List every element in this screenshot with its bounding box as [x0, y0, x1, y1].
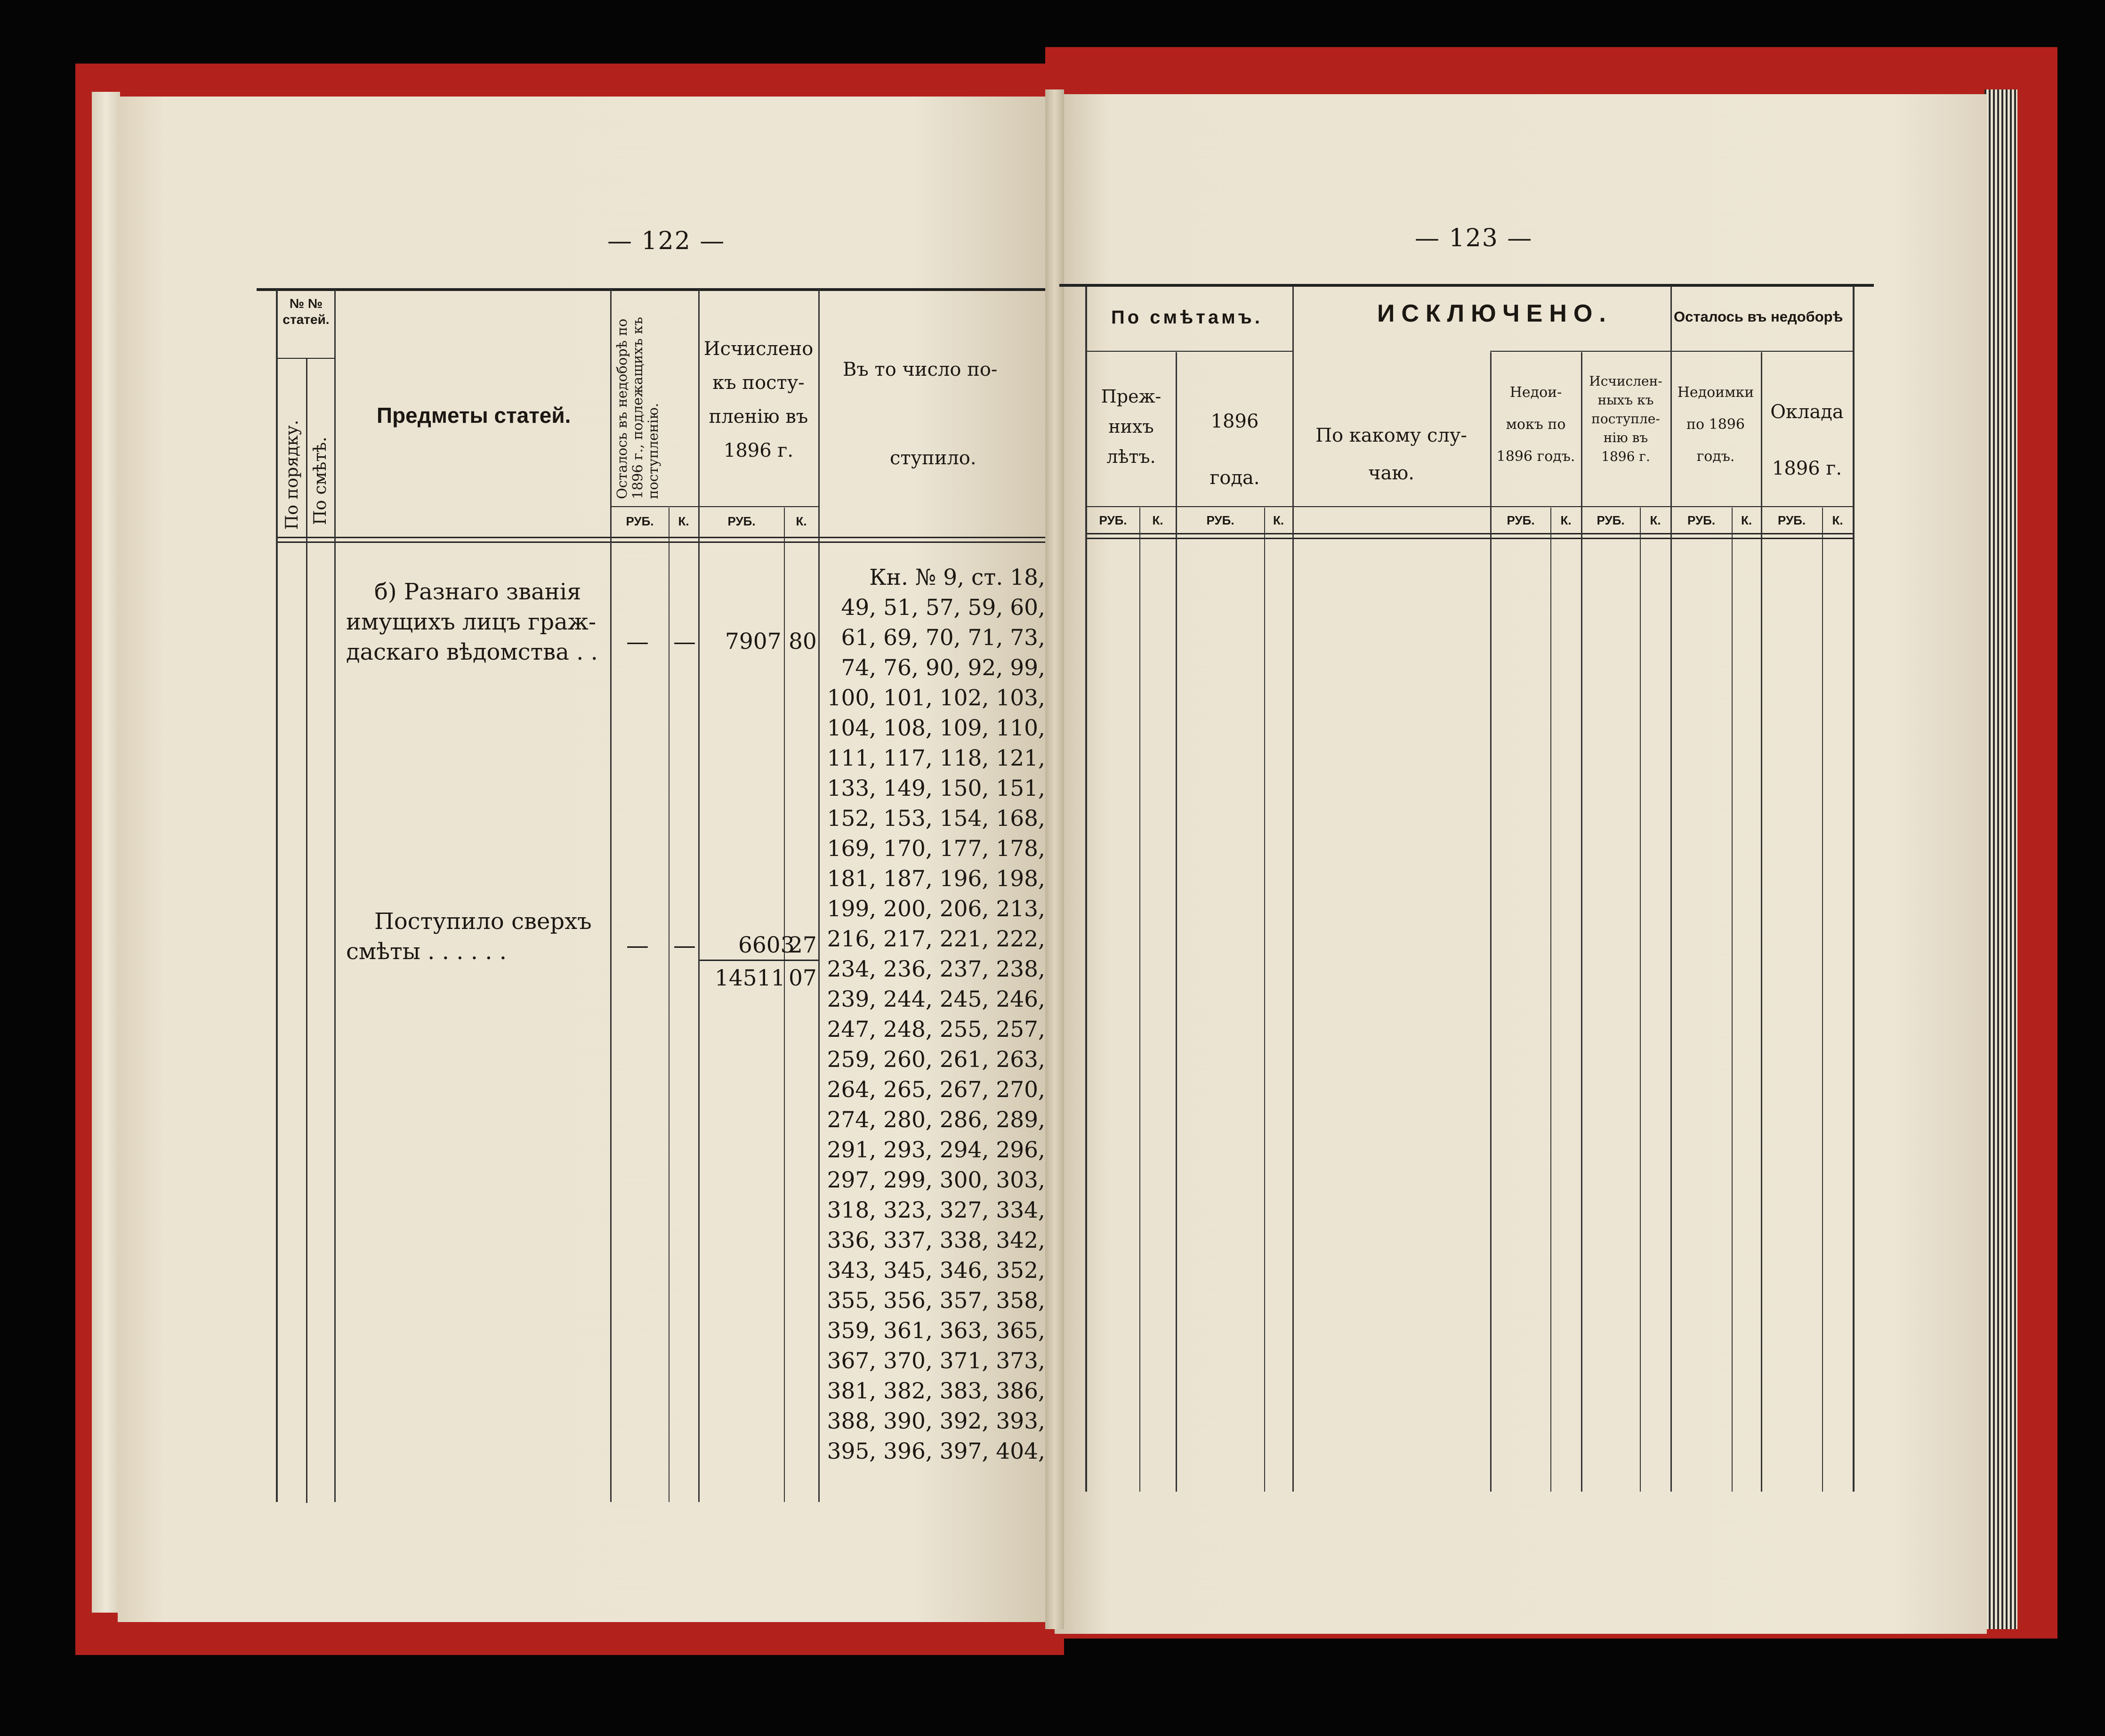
- row1-dash-2: —: [673, 629, 696, 655]
- header-calculated: [700, 332, 817, 468]
- reference-line: 111, 117, 118, 121,: [827, 745, 1045, 771]
- unit-rub: РУБ.: [1687, 513, 1716, 527]
- reference-line: 291, 293, 294, 296,: [827, 1137, 1045, 1163]
- row-label-line: имущихъ лицъ граж-: [346, 609, 597, 635]
- header-line: Недоимки: [1677, 384, 1754, 401]
- header-by-order: По порядку.: [282, 420, 302, 530]
- header-line: поступле-: [1591, 411, 1660, 427]
- reference-line: Кн. № 9, ст. 18,: [869, 565, 1045, 590]
- unit-kop: К.: [1741, 513, 1752, 527]
- reference-line: 343, 345, 346, 352,: [827, 1258, 1045, 1284]
- row1-rub: 7907: [725, 629, 782, 654]
- row-label-over-estimate: [346, 906, 592, 967]
- right-vline-10: [1732, 508, 1733, 1492]
- book-gutter: [1045, 89, 1064, 1629]
- header-line: 1896 г.: [1772, 458, 1842, 479]
- header-line: лѣтъ.: [1106, 446, 1156, 467]
- header-reason: [1295, 391, 1488, 518]
- header-remaining: Осталось въ недоборѣ: [1674, 308, 1843, 325]
- header-remained-shortfall: Осталось въ недоборѣ по 1896 г., подлежащихъ къ поступленію.: [614, 317, 661, 499]
- header-line: 1896 годъ.: [1496, 448, 1575, 465]
- left-vline-3: [610, 290, 612, 1502]
- unit-rub: РУБ.: [1597, 513, 1625, 527]
- page-number-123: — 123 —: [1415, 224, 1533, 252]
- unit-kop: К.: [1152, 513, 1163, 527]
- reference-line: 49, 51, 57, 59, 60,: [841, 595, 1045, 621]
- right-vline-4: [1292, 286, 1294, 1492]
- header-line: годъ.: [1696, 448, 1735, 465]
- right-vline-3: [1264, 508, 1265, 1492]
- row-label-line: Поступило сверхъ: [374, 908, 592, 935]
- unit-kop: К.: [1273, 513, 1284, 527]
- right-vline-8: [1640, 508, 1641, 1492]
- reference-line: 152, 153, 154, 168,: [827, 806, 1045, 832]
- left-units-rule: [611, 506, 818, 507]
- header-line: нихъ: [1108, 416, 1154, 437]
- reference-line: 381, 382, 383, 386,: [827, 1378, 1045, 1404]
- header-line: Исчислен-: [1589, 373, 1662, 389]
- reference-line: 336, 337, 338, 342,: [827, 1227, 1045, 1253]
- reference-list: [819, 563, 1045, 1467]
- header-items: Предметы статей.: [377, 403, 571, 428]
- unit-kop: К.: [1832, 513, 1843, 527]
- header-calculated-right: [1582, 372, 1669, 466]
- header-calculated-line: пленію въ: [709, 406, 808, 428]
- reference-line: 100, 101, 102, 103,: [827, 685, 1045, 711]
- reference-line: 181, 187, 196, 198,: [827, 866, 1045, 892]
- left-header-bottom-rule-2: [277, 541, 1045, 543]
- total-rule: [700, 960, 818, 961]
- header-calculated-line: 1896 г.: [723, 440, 794, 461]
- reference-line: 234, 236, 237, 238,: [827, 956, 1045, 982]
- right-vline-border-end: [1853, 286, 1855, 1492]
- row-label-line: смѣты . . . . . .: [346, 938, 507, 965]
- reference-line: 367, 370, 371, 373,: [827, 1348, 1045, 1374]
- row2-dash-1: —: [626, 932, 649, 959]
- header-prior-years: [1088, 381, 1175, 472]
- right-vline-12: [1822, 508, 1823, 1492]
- reference-line: 199, 200, 206, 213,: [827, 896, 1045, 922]
- page-stack-right: [1984, 89, 2017, 1629]
- header-line: чаю.: [1368, 462, 1414, 484]
- header-arrears: [1492, 377, 1580, 473]
- unit-kop: К.: [796, 514, 807, 528]
- row2-rub: 6603: [738, 932, 795, 958]
- header-line: По какому слу-: [1315, 425, 1467, 446]
- left-vline-1: [306, 359, 307, 1503]
- reference-line: 239, 244, 245, 246,: [827, 986, 1045, 1012]
- page-stack-left: [92, 92, 120, 1613]
- left-vline-border: [276, 290, 278, 1502]
- unit-kop: К.: [1560, 513, 1572, 527]
- header-line: 1896 г.: [1601, 449, 1650, 464]
- row1-dash-1: —: [626, 629, 649, 655]
- header-year-1896: [1177, 393, 1292, 506]
- reference-line: 355, 356, 357, 358,: [827, 1288, 1045, 1314]
- left-vline-6: [784, 508, 785, 1502]
- row-label-civil: [346, 577, 598, 667]
- right-table-top-rule: [1059, 284, 1874, 287]
- reference-line: 133, 149, 150, 151,: [827, 775, 1045, 801]
- reference-line: 169, 170, 177, 178,: [827, 836, 1045, 862]
- total-kop: 07: [789, 965, 817, 991]
- right-header-rule-1: [1085, 351, 1292, 352]
- reference-line: 388, 390, 392, 393,: [827, 1408, 1045, 1434]
- header-by-estimate: По смѣтѣ.: [311, 436, 330, 525]
- header-line: Оклада: [1770, 401, 1844, 423]
- row2-dash-2: —: [673, 932, 696, 959]
- header-by-estimates: По смѣтамъ.: [1111, 307, 1263, 328]
- unit-kop: К.: [678, 514, 689, 528]
- header-received-1: Въ то число по-: [843, 359, 998, 380]
- page-number-122: — 122 —: [607, 227, 726, 255]
- row1-kop: 80: [789, 629, 817, 654]
- reference-line: 264, 265, 267, 270,: [827, 1077, 1045, 1103]
- header-calculated-line: къ посту-: [712, 372, 805, 394]
- reference-line: 318, 323, 327, 334,: [827, 1197, 1045, 1223]
- unit-rub: РУБ.: [626, 514, 654, 528]
- reference-line: 247, 248, 255, 257,: [827, 1017, 1045, 1042]
- left-header-bottom-rule: [277, 537, 1045, 538]
- unit-rub: РУБ.: [1507, 513, 1535, 527]
- header-line: Недои-: [1509, 384, 1562, 401]
- left-vline-2: [334, 290, 336, 1502]
- reference-line: 274, 280, 286, 289,: [827, 1107, 1045, 1133]
- reference-line: 216, 217, 221, 222,: [827, 926, 1045, 952]
- reference-line: 74, 76, 90, 92, 99,: [841, 655, 1045, 681]
- reference-line: 359, 361, 363, 365,: [827, 1318, 1045, 1344]
- right-vline-border: [1085, 286, 1087, 1492]
- header-numbers-group: № № статей.: [282, 296, 330, 327]
- left-vline-5: [698, 290, 700, 1502]
- row-label-line: б) Разнаго званія: [374, 579, 581, 605]
- right-header-bottom-rule: [1085, 533, 1853, 534]
- reference-line: 259, 260, 261, 263,: [827, 1047, 1045, 1073]
- header-calculated-line: Исчислено: [703, 338, 814, 360]
- reference-line: 297, 299, 300, 303,: [827, 1167, 1045, 1193]
- unit-rub: РУБ.: [1099, 513, 1127, 527]
- header-received-2: ступило.: [890, 447, 976, 469]
- header-line: нію въ: [1603, 430, 1648, 445]
- reference-line: 104, 108, 109, 110,: [827, 715, 1045, 741]
- right-vline-1: [1139, 508, 1140, 1492]
- row2-kop: 27: [789, 932, 817, 958]
- header-line: года.: [1210, 467, 1260, 489]
- reference-line: 61, 69, 70, 71, 73,: [841, 625, 1045, 651]
- left-table-top-rule: [257, 288, 1045, 291]
- unit-kop: К.: [1650, 513, 1661, 527]
- header-excluded: ИСКЛЮЧЕНО.: [1377, 300, 1613, 327]
- header-line: Преж-: [1101, 386, 1161, 407]
- header-line: ныхъ къ: [1597, 392, 1654, 408]
- header-salary: [1762, 384, 1852, 497]
- header-line: 1896: [1210, 411, 1259, 432]
- header-line: по 1896: [1686, 416, 1745, 433]
- total-rub: 14511: [715, 965, 785, 991]
- row-label-line: даскаго вѣдомства . .: [346, 639, 598, 665]
- unit-rub: РУБ.: [727, 514, 756, 528]
- unit-rub: РУБ.: [1206, 513, 1234, 527]
- header-arrears-2: [1671, 377, 1760, 473]
- reference-line: 395, 396, 397, 404,: [827, 1438, 1045, 1464]
- right-vline-6: [1550, 508, 1551, 1492]
- right-header-bottom-rule-2: [1085, 538, 1853, 539]
- header-line: мокъ по: [1506, 416, 1566, 433]
- unit-rub: РУБ.: [1777, 513, 1806, 527]
